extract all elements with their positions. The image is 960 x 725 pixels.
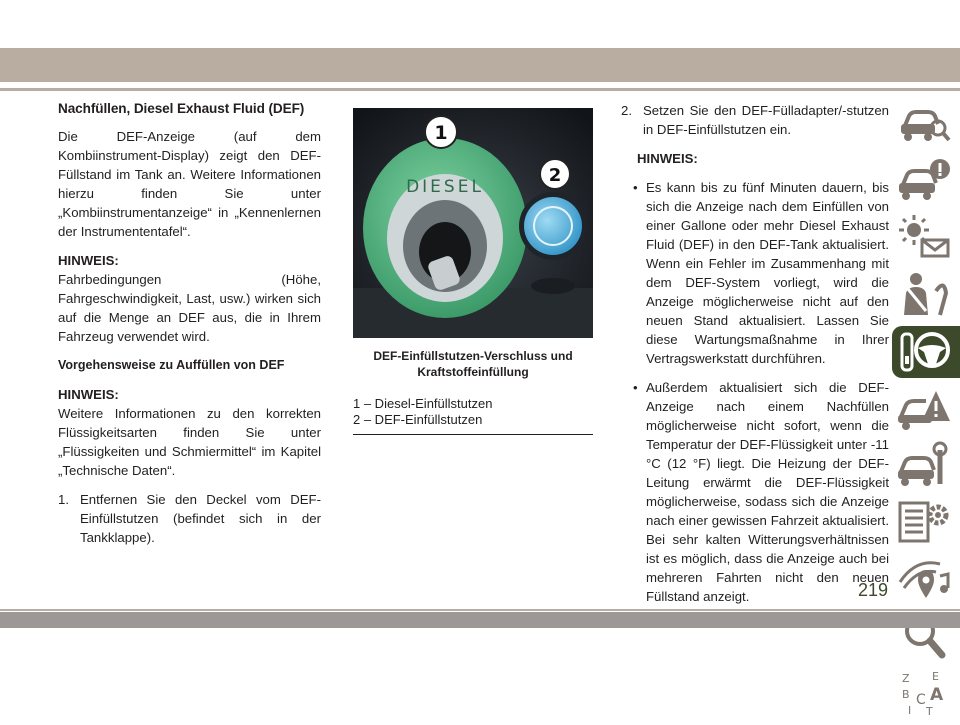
car-wrench-icon bbox=[896, 440, 952, 490]
car-search-icon bbox=[896, 98, 952, 148]
header-rule bbox=[0, 88, 960, 91]
chapter-tabs bbox=[892, 98, 960, 725]
footer-rule bbox=[0, 609, 960, 611]
svg-text:T: T bbox=[926, 705, 933, 718]
legend-item: 2 – DEF-Einfüllstutzen bbox=[353, 412, 483, 427]
car-warning-icon bbox=[896, 383, 952, 433]
filler-illustration bbox=[353, 108, 593, 338]
header-band bbox=[0, 48, 960, 82]
procedure-heading: Vorgehensweise zu Auffüllen von DEF bbox=[58, 358, 285, 372]
note-paragraph: Fahrbedingungen (Höhe, Fahrgeschwindigkeit, Last, usw.) wirken sich auf die Menge an DEF aus, die in Ihrem Fahrzeug verwendet wird. bbox=[58, 272, 321, 344]
step-item bbox=[621, 101, 889, 139]
step-text: Entfernen Sie den Deckel vom DEF-Einfüllstutzen (befindet sich in der Tankklappe). bbox=[80, 492, 321, 545]
note-paragraph: Weitere Informationen zu den korrekten Flüssigkeitsarten finden Sie unter „Flüssigkeiten und Schmiermittel“ im Kapitel „Technische Daten“. bbox=[58, 406, 321, 478]
bullet-marker: • bbox=[633, 380, 638, 395]
note-label: HINWEIS: bbox=[58, 253, 119, 268]
tab-media-location[interactable] bbox=[892, 554, 960, 606]
intro-paragraph: Die DEF-Anzeige (auf dem Kombiinstrument-Display) zeigt den DEF-Füllstand im Tank an. Weitere Informationen hierzu finden Sie unter „Kombiinstrumentanzeige“ in „Kennenlernen der Instrumententafel“. bbox=[58, 129, 321, 239]
step-item bbox=[58, 490, 321, 547]
bullet-text: Es kann bis zu fünf Minuten dauern, bis sich die Anzeige nach dem Einfüllen von einer Gallone oder mehr Diesel Exhaust Fluid (DEF) in den DEF-Tank aktualisiert. Wenn ein Fehler im Zusammenhang mit dem DEF-System vorliegt, wird die Anzeige möglicherweise nicht auf den neuen Stand aktualisiert. Lassen Sie diese Wartungsmaßnahme in Ihrer Vertragswerkstatt durchführen. bbox=[646, 180, 889, 366]
bullet-text: Außerdem aktualisiert sich die DEF-Anzeige nach einem Nachfüllen möglicherweise nicht sofort, wenn die Temperatur der DEF-Flüssigkeit unter -11 °C (12 °F) liegt. Die Heizung der DEF-Leitung erwärmt die DEF-Flüssigkeit möglicherweise, sodass sich die Anzeige nach einer gewissen Fahrzeit aktualisiert. Bei sehr kalten Witterungsverhältnissen ist es möglich, dass die Anzeige auch bei mehreren Fahrten nicht den neuen Füllstand anzeigt. bbox=[646, 380, 889, 604]
svg-text:I: I bbox=[908, 704, 912, 717]
svg-text:B: B bbox=[902, 688, 910, 701]
step-text: Setzen Sie den DEF-Fülladapter/-stutzen in DEF-Einfüllstutzen ein. bbox=[643, 103, 889, 137]
note-label: HINWEIS: bbox=[58, 387, 119, 402]
svg-text:A: A bbox=[930, 685, 944, 705]
alphabet-index-icon bbox=[896, 668, 952, 718]
def-cap bbox=[524, 197, 582, 255]
step-number: 2. bbox=[621, 103, 632, 118]
tab-car-warning[interactable] bbox=[892, 383, 960, 435]
tab-light-message[interactable] bbox=[892, 212, 960, 264]
figure-rule bbox=[353, 434, 593, 435]
figure-caption: DEF-Einfüllstutzen-Verschluss und Kraftstoffeinfüllung bbox=[373, 349, 573, 379]
note-label: HINWEIS: bbox=[637, 151, 698, 166]
svg-text:E: E bbox=[932, 670, 939, 683]
media-location-icon bbox=[896, 554, 952, 604]
figure-column bbox=[353, 108, 593, 435]
list-gear-icon bbox=[896, 497, 952, 547]
def-filler-photo bbox=[353, 108, 593, 338]
bullet-item bbox=[621, 178, 889, 368]
footer-band bbox=[0, 612, 960, 628]
legend-item: 1 – Diesel-Einfüllstutzen bbox=[353, 396, 493, 411]
tab-steering-wheel[interactable] bbox=[892, 326, 960, 378]
tab-car-info[interactable] bbox=[892, 155, 960, 207]
light-message-icon bbox=[896, 212, 952, 262]
person-seatbelt-icon bbox=[896, 269, 952, 319]
tab-person-seatbelt[interactable] bbox=[892, 269, 960, 321]
tab-car-search[interactable] bbox=[892, 98, 960, 150]
svg-text:Z: Z bbox=[902, 672, 910, 685]
bullet-marker: • bbox=[633, 180, 638, 195]
bullet-item bbox=[621, 378, 889, 606]
svg-text:C: C bbox=[916, 692, 926, 708]
left-column bbox=[58, 99, 321, 547]
callout-2-number: 2 bbox=[548, 165, 562, 186]
page-number: 219 bbox=[858, 580, 889, 600]
steering-wheel-icon bbox=[896, 326, 952, 376]
right-column bbox=[621, 101, 889, 616]
car-info-icon bbox=[896, 155, 952, 205]
tab-list-gear[interactable] bbox=[892, 497, 960, 549]
callout-1-number: 1 bbox=[434, 122, 448, 144]
diesel-cap-label: DIESEL bbox=[406, 177, 484, 197]
step-number: 1. bbox=[58, 492, 69, 507]
section-heading: Nachfüllen, Diesel Exhaust Fluid (DEF) bbox=[58, 101, 305, 116]
tab-car-wrench[interactable] bbox=[892, 440, 960, 492]
tab-alphabet-index[interactable] bbox=[892, 668, 960, 720]
